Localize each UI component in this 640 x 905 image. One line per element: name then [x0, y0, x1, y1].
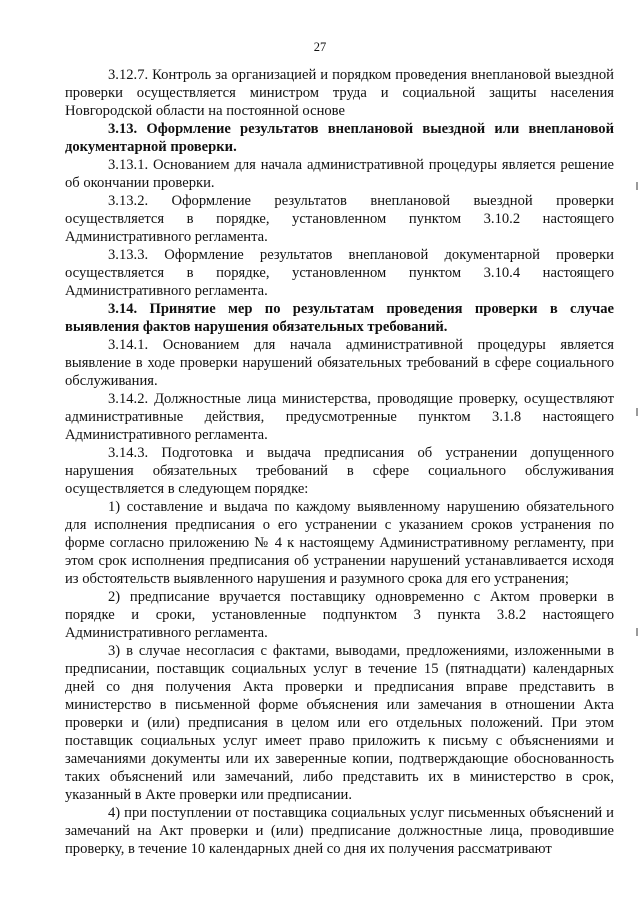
- list-item-4: 4) при поступлении от поставщика социальных услуг письменных объяснений и замечаний на Акт проверки и (или) предписание должностные лица, проводившие проверку, в течение 10 календарных дней со дня их получения рассматривают: [65, 805, 614, 857]
- paragraph-3-12-7: 3.12.7. Контроль за организацией и порядком проведения внеплановой выездной проверки осуществляется министром труда и социальной защиты населения Новгородской области на постоянной основе: [65, 67, 614, 119]
- paragraph-3-13-3: 3.13.3. Оформление результатов внеплановой документарной проверки осуществляется в порядке, установленном пунктом 3.10.4 настоящего Административного регламента.: [65, 247, 614, 299]
- document-body: [65, 66, 614, 858]
- scan-margin-mark: [636, 408, 638, 416]
- heading-3-14: 3.14. Принятие мер по результатам проведения проверки в случае выявления фактов нарушения обязательных требований.: [65, 301, 614, 335]
- paragraph-3-13-2: 3.13.2. Оформление результатов внеплановой выездной проверки осуществляется в порядке, установленном пунктом 3.10.2 настоящего Административного регламента.: [65, 193, 614, 245]
- list-item-2: 2) предписание вручается поставщику одновременно с Актом проверки в порядке и сроки, установленные подпунктом 3 пункта 3.8.2 настоящего Административного регламента.: [65, 589, 614, 641]
- paragraph-3-13-1: 3.13.1. Основанием для начала административной процедуры является решение об окончании проверки.: [65, 157, 614, 191]
- paragraph-3-14-3: 3.14.3. Подготовка и выдача предписания об устранении допущенного нарушения обязательных требований в сфере социального обслуживания осуществляется в следующем порядке:: [65, 445, 614, 497]
- scan-margin-mark: [636, 628, 638, 636]
- heading-3-13: 3.13. Оформление результатов внеплановой выездной или внеплановой документарной проверки.: [65, 121, 614, 155]
- page-number: 27: [313, 40, 327, 54]
- paragraph-3-14-2: 3.14.2. Должностные лица министерства, проводящие проверку, осуществляют административные действия, предусмотренные пунктом 3.1.8 настоящего Административного регламента.: [65, 391, 614, 443]
- list-item-1: 1) составление и выдача по каждому выявленному нарушению обязательного для исполнения предписания о его устранении с указанием сроков устранения по форме согласно приложению № 4 к настоящему Административному регламенту, при этом срок исполнения предписания об устранении нарушений устанавливается исходя из обстоятельств выявленного нарушения и разумного срока для его устранения;: [65, 499, 614, 587]
- list-item-3: 3) в случае несогласия с фактами, выводами, предложениями, изложенными в предписании, поставщик социальных услуг в течение 15 (пятнадцати) календарных дней со дня получения Акта проверки и предписания вправе представить в министерство в письменной форме объяснения или замечания в отношении Акта проверки и (или) предписания в целом или его отдельных положений. При этом поставщик социальных услуг имеет право приложить к письму с объяснениями и замечаниями документы или их заверенные копии, подтверждающие обоснованность таких объяснений или замечаний, либо представить их в министерство в срок, указанный в Акте проверки или предписании.: [65, 643, 614, 803]
- scan-margin-mark: [636, 182, 638, 190]
- paragraph-3-14-1: 3.14.1. Основанием для начала административной процедуры является выявление в ходе проверки нарушений обязательных требований в сфере социального обслуживания.: [65, 337, 614, 389]
